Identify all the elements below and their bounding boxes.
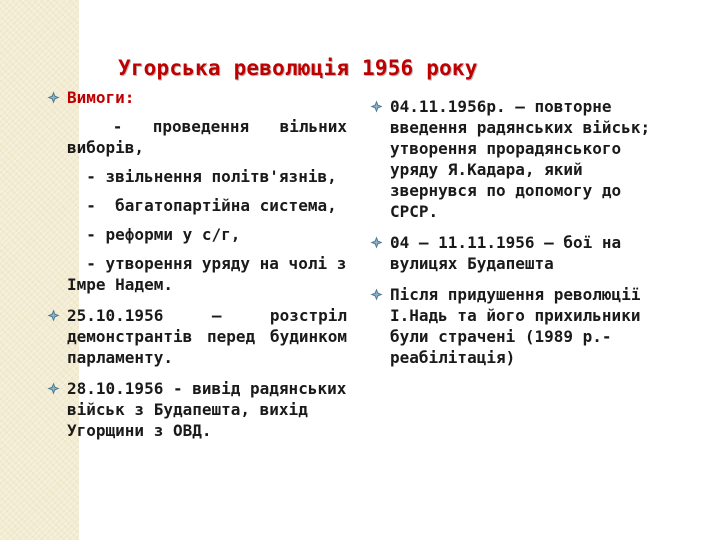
demands-item xyxy=(47,87,357,295)
left-column xyxy=(47,87,357,451)
event-text: 04.11.1956р. – повторне введення радянських військ; утворення прорадянського уряду Я.Кадара, який звернувся по допомогу до СРСР. xyxy=(390,97,651,221)
event-item xyxy=(47,305,347,368)
event-item xyxy=(47,378,347,441)
right-column xyxy=(370,96,655,378)
event-text: Після придушення революції І.Надь та його прихильники були страчені (1989 р.- реабілітація) xyxy=(390,285,641,367)
event-text: 28.10.1956 - вивід радянських військ з Будапешта, вихід Угорщини з ОВД. xyxy=(67,379,347,440)
demand-line: - звільнення політв'язнів, xyxy=(67,167,337,186)
diamond-bullet-icon xyxy=(370,236,383,249)
demand-line: - утворення уряду на чолі з Імре Надем. xyxy=(67,254,356,294)
diamond-bullet-icon xyxy=(370,288,383,301)
event-text: 04 – 11.11.1956 – бої на вулицях Будапешта xyxy=(390,233,622,273)
diamond-bullet-icon xyxy=(47,309,60,322)
slide-title: Угорська революція 1956 року xyxy=(118,56,478,80)
event-item xyxy=(370,96,655,222)
diamond-bullet-icon xyxy=(47,91,60,104)
demand-line: - багатопартійна система, xyxy=(67,196,337,215)
demand-line: - реформи у с/г, xyxy=(67,225,241,244)
diamond-bullet-icon xyxy=(47,382,60,395)
event-item xyxy=(370,284,655,368)
diamond-bullet-icon xyxy=(370,100,383,113)
event-item xyxy=(370,232,655,274)
demands-heading: Вимоги: xyxy=(67,88,135,107)
demand-line: - проведення вільних виборів, xyxy=(67,117,357,157)
event-text: 25.10.1956 – розстріл демонстрантів перед будинком парламенту. xyxy=(67,306,347,367)
